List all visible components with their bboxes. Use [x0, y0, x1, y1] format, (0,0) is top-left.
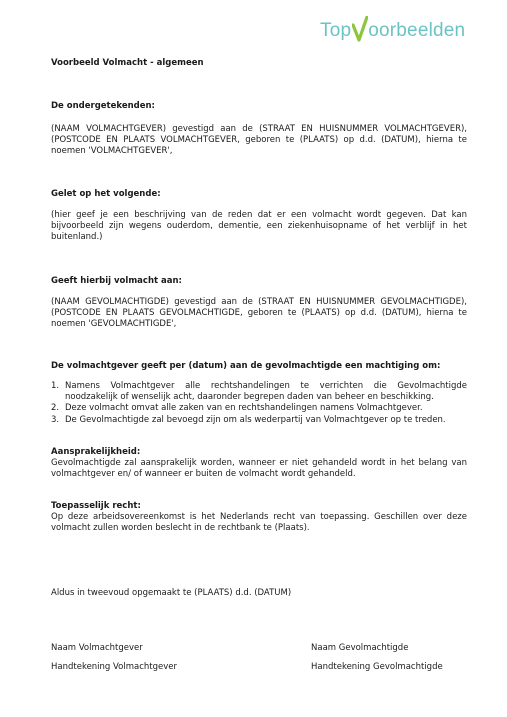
section-heading-toepasselijk-recht: Toepasselijk recht:: [51, 501, 141, 511]
list-item-text: De Gevolmachtigde zal bevoegd zijn om als wederpartij van Volmachtgever op te treden.: [65, 414, 446, 425]
topvoorbeelden-logo[interactable]: [320, 16, 465, 42]
closing-line: Aldus in tweevoud opgemaakt te (PLAATS) d.d. (DATUM): [51, 588, 292, 598]
logo-text-rest: oorbeelden: [368, 20, 466, 41]
section-heading-gelet: Gelet op het volgende:: [51, 189, 161, 199]
list-item-number: 2.: [51, 403, 60, 414]
machtiging-list: [51, 381, 467, 426]
signature-volmachtgever: Handtekening Volmachtgever: [51, 662, 178, 672]
section-text-volmacht-aan: (NAAM GEVOLMACHTIGDE) gevestigd aan de (STRAAT EN HUISNUMMER GEVOLMACHTIGDE), (POSTCODE EN PLAATS GEVOLMACHTIGDE, geboren te (PLAATS) op d.d. (DATUM), hierna te noemen 'GEVOLMACHTIGDE',: [51, 297, 467, 330]
signature-gevolmachtigde: Handtekening Gevolmachtigde: [311, 662, 443, 672]
list-item: [51, 415, 467, 426]
name-volmachtgever: Naam Volmachtgever: [51, 643, 143, 653]
document-title: Voorbeeld Volmacht - algemeen: [51, 58, 204, 68]
logo-text-top: Top: [320, 20, 352, 41]
list-item: [51, 403, 467, 414]
list-item-number: 1.: [51, 381, 60, 391]
list-item: [51, 381, 467, 403]
section-heading-ondergetekenden: De ondergetekenden:: [51, 101, 155, 111]
list-item-text: Namens Volmachtgever alle rechtshandelingen te verrichten die Gevolmachtigde noodzakelijk of wenselijk acht, daaronder begrepen daden van beheer en beschikking.: [65, 381, 467, 403]
section-heading-aansprakelijkheid: Aansprakelijkheid:: [51, 447, 141, 457]
name-gevolmachtigde: Naam Gevolmachtigde: [311, 643, 409, 653]
section-text-gelet: (hier geef je een beschrijving van de reden dat er een volmacht wordt gegeven. Dat kan bijvoorbeeld zijn wegens ouderdom, dementie, een ziekenhuisopname of het verblijf in het buitenland.): [51, 210, 467, 243]
section-text-aansprakelijkheid: Gevolmachtigde zal aansprakelijk worden, wanneer er niet gehandeld wordt in het belang van volmachtgever en/ of wanneer er buiten de volmacht wordt gehandeld.: [51, 458, 467, 480]
section-text-ondergetekenden: (NAAM VOLMACHTGEVER) gevestigd aan de (STRAAT EN HUISNUMMER VOLMACHTGEVER), (POSTCODE EN PLAATS VOLMACHTGEVER, geboren te (PLAATS) op d.d. (DATUM), hierna te noemen 'VOLMACHTGEVER',: [51, 124, 467, 157]
list-item-text: Deze volmacht omvat alle zaken van en rechtshandelingen namens Volmachtgever.: [65, 403, 423, 414]
signature-row: [51, 662, 471, 673]
section-heading-volmacht-aan: Geeft hierbij volmacht aan:: [51, 276, 182, 286]
name-row: [51, 643, 471, 654]
logo-v-checkmark-icon: [352, 16, 368, 42]
list-item-number: 3.: [51, 414, 60, 425]
section-heading-machtiging: De volmachtgever geeft per (datum) aan de gevolmachtigde een machtiging om:: [51, 361, 441, 371]
section-text-toepasselijk-recht: Op deze arbeidsovereenkomst is het Nederlands recht van toepassing. Geschillen over deze volmacht zullen worden beslecht in de rechtbank te (Plaats).: [51, 512, 467, 534]
